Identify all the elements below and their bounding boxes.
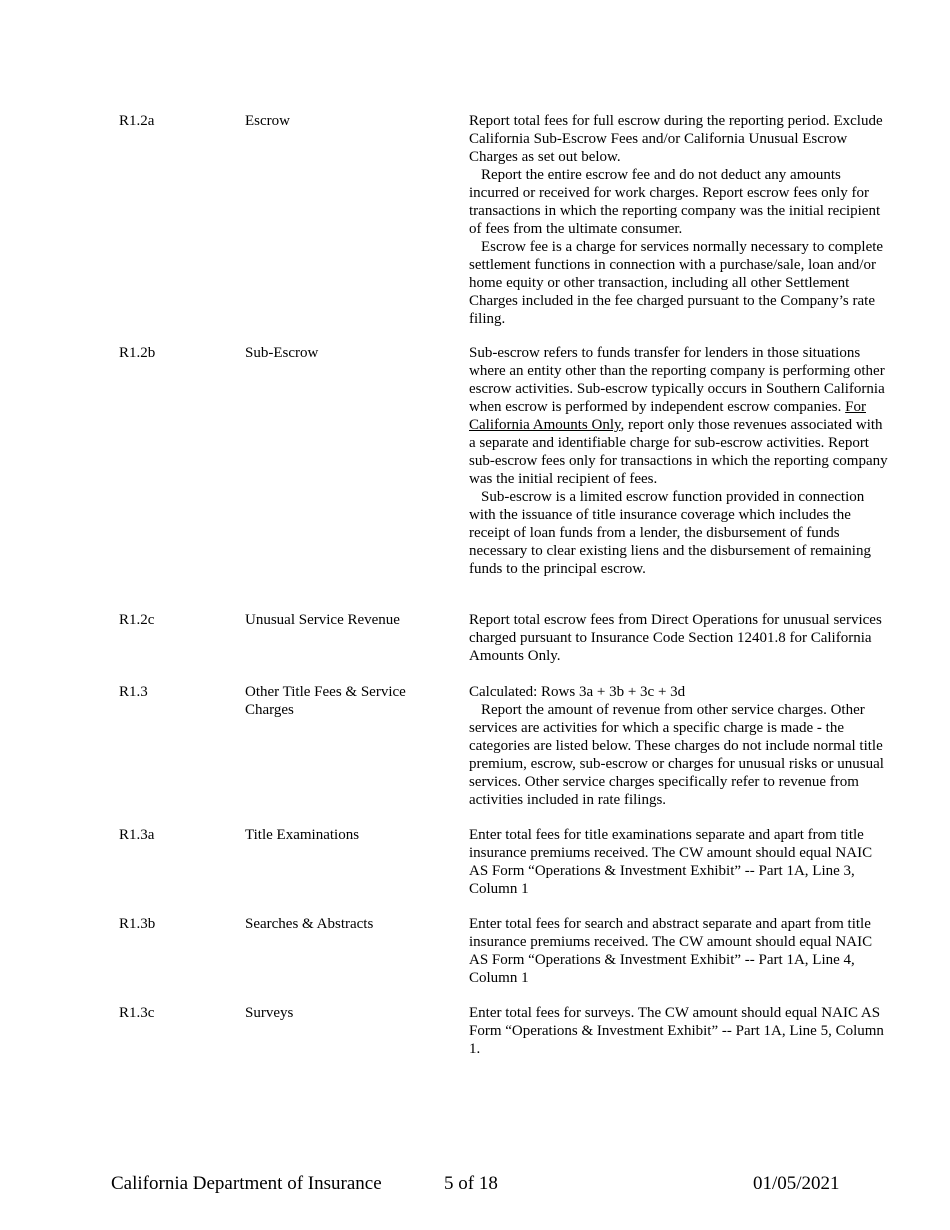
row-code: R1.3 [119, 684, 148, 700]
row-label: Searches & Abstracts [245, 916, 374, 932]
description-paragraph: Escrow fee is a charge for services normally necessary to complete settlement functions in connection with a purchase/sale, loan and/or home equity or other transaction, including all other Settlement Charges included in the fee charged pursuant to the Company’s rate filing. [469, 239, 884, 327]
row-description [469, 1004, 889, 1058]
row-label: Surveys [245, 1005, 294, 1021]
footer-organization: California Department of Insurance [111, 1173, 382, 1194]
description-paragraph: Report the amount of revenue from other service charges. Other services are activities for which a specific charge is made - the categories are listed below. These charges do not include normal title premium, escrow, sub-escrow or charges for unusual risks or unusual services. Other service charges specifically refer to revenue from activities included in rate filings. [469, 702, 884, 808]
description-paragraph: Sub-escrow is a limited escrow function provided in connection with the issuance of title insurance coverage which includes the receipt of loan funds from a lender, the disbursement of funds necessary to clear existing liens and the disbursement of remaining funds to the principal escrow. [469, 489, 871, 577]
row-description [469, 611, 889, 665]
row-label: Title Examinations [245, 827, 360, 843]
underlined-text: For California Amounts Only [469, 399, 866, 433]
description-paragraph: Report total escrow fees from Direct Operations for unusual services charged pursuant to Insurance Code Section 12401.8 for California Amounts Only. [469, 612, 882, 664]
description-paragraph [469, 344, 889, 488]
row-code: R1.2a [119, 113, 155, 129]
row-label: Unusual Service Revenue [245, 612, 400, 628]
row-label: Other Title Fees & Service Charges [245, 684, 406, 718]
row-description [469, 112, 889, 328]
text-segment: , report only those revenues associated with a separate and identifiable charge for sub-escrow activities. Report sub-escrow fees only for transactions in which the reporting company was the initial recipient of fees. [469, 417, 888, 487]
description-paragraph: Enter total fees for title examinations separate and apart from title insurance premiums received. The CW amount should equal NAIC AS Form “Operations & Investment Exhibit” -- Part 1A, Line 3, Column 1 [469, 827, 873, 897]
description-paragraph: Calculated: Rows 3a + 3b + 3c + 3d [469, 684, 686, 700]
row-label: Escrow [245, 113, 290, 129]
row-code: R1.3b [119, 916, 156, 932]
footer-date: 01/05/2021 [753, 1173, 840, 1194]
description-paragraph: Report total fees for full escrow during the reporting period. Exclude California Sub-Escrow Fees and/or California Unusual Escrow Charges as set out below. [469, 113, 883, 165]
row-code: R1.3a [119, 827, 155, 843]
row-label: Sub-Escrow [245, 345, 319, 361]
description-paragraph: Report the entire escrow fee and do not deduct any amounts incurred or received for work charges. Report escrow fees only for transactions in which the reporting company was the initial recipient of fees from the ultimate consumer. [469, 167, 881, 237]
row-description [469, 826, 889, 898]
description-paragraph: Enter total fees for search and abstract separate and apart from title insurance premiums received. The CW amount should equal NAIC AS Form “Operations & Investment Exhibit” -- Part 1A, Line 4, Column 1 [469, 916, 873, 986]
row-code: R1.3c [119, 1005, 155, 1021]
footer-page-number: 5 of 18 [444, 1173, 498, 1194]
row-description [469, 683, 889, 809]
text-segment: Sub-escrow refers to funds transfer for lenders in those situations where an entity other than the reporting company is performing other escrow activities. Sub-escrow typically occurs in Southern California when escrow is performed by independent escrow companies. [469, 345, 885, 415]
row-code: R1.2c [119, 612, 155, 628]
description-paragraph: Enter total fees for surveys. The CW amount should equal NAIC AS Form “Operations & Investment Exhibit” -- Part 1A, Line 5, Column 1. [469, 1005, 884, 1057]
row-description [469, 344, 889, 578]
row-description [469, 915, 889, 987]
row-code: R1.2b [119, 345, 156, 361]
